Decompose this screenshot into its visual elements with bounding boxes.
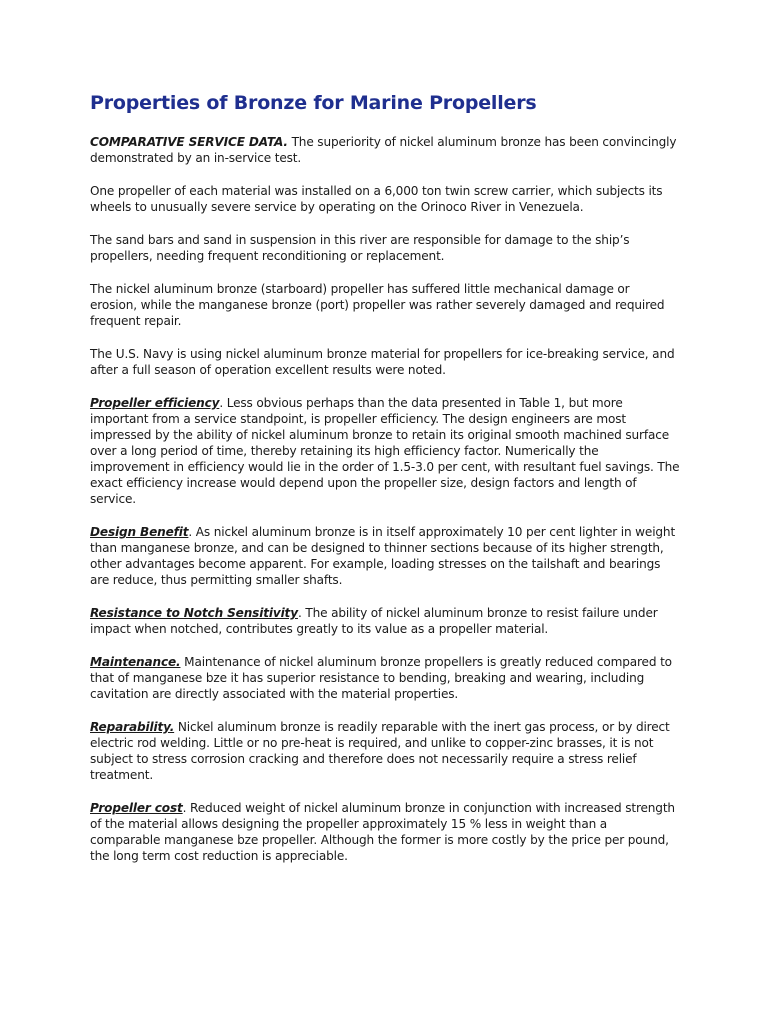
section-text: . As nickel aluminum bronze is in itself approximately 10 per cent lighter in weight than manganese bronze, and can be designed to thinner sections because of its higher strength, other advantages become apparent. For example, loading stresses on the tailshaft and bearings are reduce, thus permitting smaller shafts. [90,525,676,587]
section-text: . The ability of nickel aluminum bronze to resist failure under impact when notched, contributes greatly to its value as a propeller material. [90,606,658,636]
section-reparability [90,719,680,783]
section-text: Maintenance of nickel aluminum bronze propellers is greatly reduced compared to that of manganese bze it has superior resistance to bending, breaking and wearing, including cavitation are directly associated with the material properties. [90,655,672,701]
section-term: Maintenance. [90,655,181,669]
document-title: Properties of Bronze for Marine Propellers [90,92,537,114]
section-maintenance [90,654,680,702]
section-text: . Reduced weight of nickel aluminum bronze in conjunction with increased strength of the material allows designing the propeller approximately 15 % less in weight than a comparable manganese bze propeller. Although the former is more costly by the price per pound, the long term cost reduction is appreciable. [90,801,675,863]
section-design-benefit [90,524,680,588]
section-propeller-efficiency [90,395,680,507]
paragraph-2: The sand bars and sand in suspension in this river are responsible for damage to the ship’s propellers, needing frequent reconditioning or replacement. [90,233,630,263]
paragraph-4: The U.S. Navy is using nickel aluminum bronze material for propellers for ice-breaking service, and after a full season of operation excellent results were noted. [90,347,675,377]
section-text: Nickel aluminum bronze is readily reparable with the inert gas process, or by direct electric rod welding. Little or no pre-heat is required, and unlike to copper-zinc brasses, it is not subject to stress corrosion cracking and therefore does not necessarily require a stress relief treatment. [90,720,670,782]
section-text: . Less obvious perhaps than the data presented in Table 1, but more important from a service standpoint, is propeller efficiency. The design engineers are most impressed by the ability of nickel aluminum bronze to retain its original smooth machined surface over a long period of time, thereby retaining its high efficiency factor. Numerically the improvement in efficiency would lie in the order of 1.5-3.0 per cent, with resultant fuel savings. The exact efficiency increase would depend upon the propeller size, design factors and length of service. [90,396,680,506]
document-body [90,92,680,881]
section-term: Propeller efficiency [90,396,220,410]
paragraph-3: The nickel aluminum bronze (starboard) propeller has suffered little mechanical damage or erosion, while the manganese bronze (port) propeller was rather severely damaged and required frequent repair. [90,282,665,328]
section-term: Design Benefit [90,525,189,539]
section-term: Propeller cost [90,801,183,815]
section-notch-sensitivity [90,605,680,637]
intro-lead: COMPARATIVE SERVICE DATA. [90,135,288,149]
intro-text: The superiority of nickel aluminum bronze has been convincingly demonstrated by an in-service test. [90,135,677,165]
paragraph-1: One propeller of each material was installed on a 6,000 ton twin screw carrier, which subjects its wheels to unusually severe service by operating on the Orinoco River in Venezuela. [90,184,663,214]
section-propeller-cost [90,800,680,864]
intro-paragraph [90,134,680,166]
section-term: Reparability. [90,720,175,734]
section-term: Resistance to Notch Sensitivity [90,606,298,620]
